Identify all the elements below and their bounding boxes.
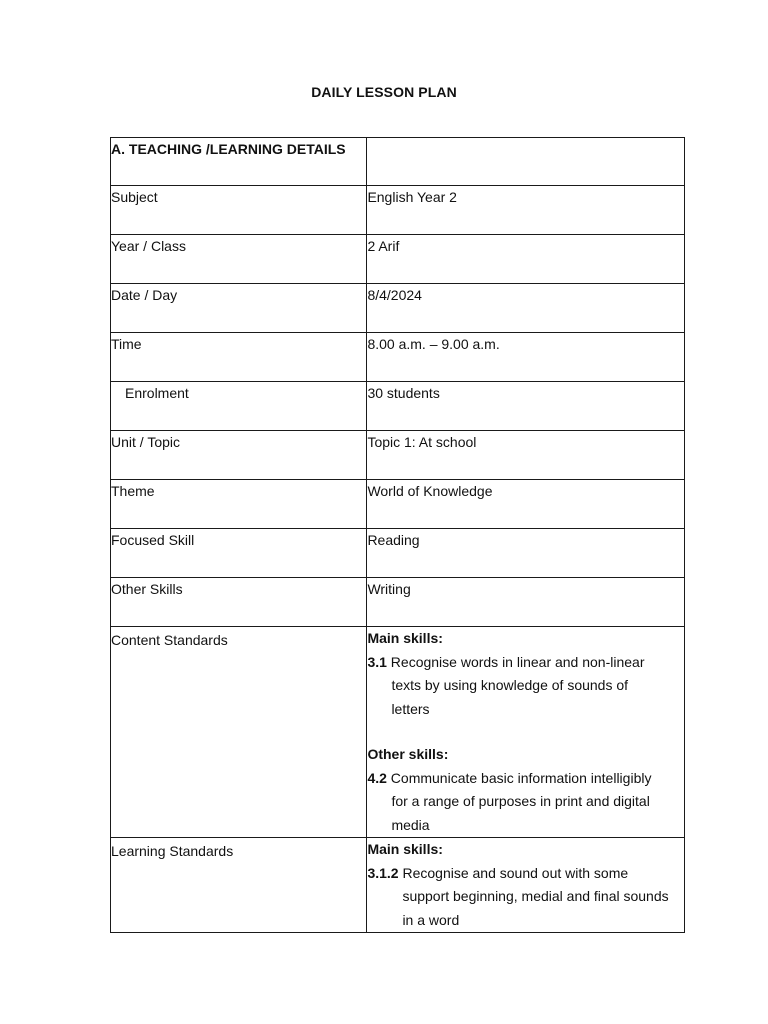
- learning-main-text-1: Recognise and sound out with some: [402, 864, 629, 881]
- content-other-text-3: media: [391, 816, 430, 833]
- content-main-skills-heading: Main skills:: [367, 630, 443, 646]
- table-row: [111, 235, 685, 284]
- learning-main-skills-heading: Main skills:: [367, 841, 443, 857]
- lesson-details-table: [110, 137, 685, 933]
- content-other-skills-heading: Other skills:: [367, 746, 449, 762]
- row-value-date-day: 8/4/2024: [367, 284, 685, 333]
- page-title: DAILY LESSON PLAN: [311, 84, 457, 100]
- content-main-skill-line: [367, 651, 684, 675]
- learning-main-text-2: support beginning, medial and final sounds: [402, 888, 669, 904]
- row-value-unit-topic: Topic 1: At school: [367, 431, 685, 480]
- table-row: [111, 333, 685, 382]
- table-row: [111, 186, 685, 235]
- row-label-theme: Theme: [111, 480, 367, 529]
- content-main-text-3: letters: [391, 700, 430, 717]
- row-label-unit-topic: Unit / Topic: [111, 431, 367, 480]
- row-label-time: Time: [111, 333, 367, 382]
- content-main-text-2: texts by using knowledge of sounds of: [391, 677, 629, 693]
- row-value-subject: English Year 2: [367, 186, 685, 235]
- learning-main-skill-line: [367, 862, 684, 886]
- row-value-other-skills: Writing: [367, 578, 685, 627]
- content-other-skill-line: [367, 767, 684, 791]
- table-row: [111, 431, 685, 480]
- content-standards-row: [111, 627, 685, 838]
- content-other-code: 4.2: [367, 769, 387, 786]
- row-label-enrolment: Enrolment: [111, 382, 367, 431]
- content-other-text-2: for a range of purposes in print and digital: [391, 793, 650, 809]
- learning-standards-value: [367, 838, 685, 933]
- row-value-time: 8.00 a.m. – 9.00 a.m.: [367, 333, 685, 382]
- content-main-text-1: Recognise words in linear and non-linear: [390, 653, 645, 670]
- row-label-date-day: Date / Day: [111, 284, 367, 333]
- learning-main-code: 3.1.2: [367, 864, 399, 881]
- spacer: [367, 721, 684, 743]
- content-main-code: 3.1: [367, 653, 387, 670]
- content-other-text-1: Communicate basic information intelligibly: [390, 769, 652, 786]
- row-label-focused-skill: Focused Skill: [111, 529, 367, 578]
- table-row: [111, 382, 685, 431]
- section-header-empty-cell: [367, 138, 685, 186]
- row-value-theme: World of Knowledge: [367, 480, 685, 529]
- table-row: [111, 578, 685, 627]
- table-row: [111, 284, 685, 333]
- section-header-row: [111, 138, 685, 186]
- row-label-other-skills: Other Skills: [111, 578, 367, 627]
- learning-standards-label: Learning Standards: [111, 838, 367, 933]
- row-label-year-class: Year / Class: [111, 235, 367, 284]
- learning-standards-row: [111, 838, 685, 933]
- content-standards-label: Content Standards: [111, 627, 367, 838]
- content-standards-value: [367, 627, 685, 838]
- row-value-enrolment: 30 students: [367, 382, 685, 431]
- table-row: [111, 480, 685, 529]
- table-row: [111, 529, 685, 578]
- row-value-year-class: 2 Arif: [367, 235, 685, 284]
- row-label-subject: Subject: [111, 186, 367, 235]
- row-value-focused-skill: Reading: [367, 529, 685, 578]
- section-header: A. TEACHING /LEARNING DETAILS: [111, 138, 367, 186]
- learning-main-text-3: in a word: [402, 911, 460, 928]
